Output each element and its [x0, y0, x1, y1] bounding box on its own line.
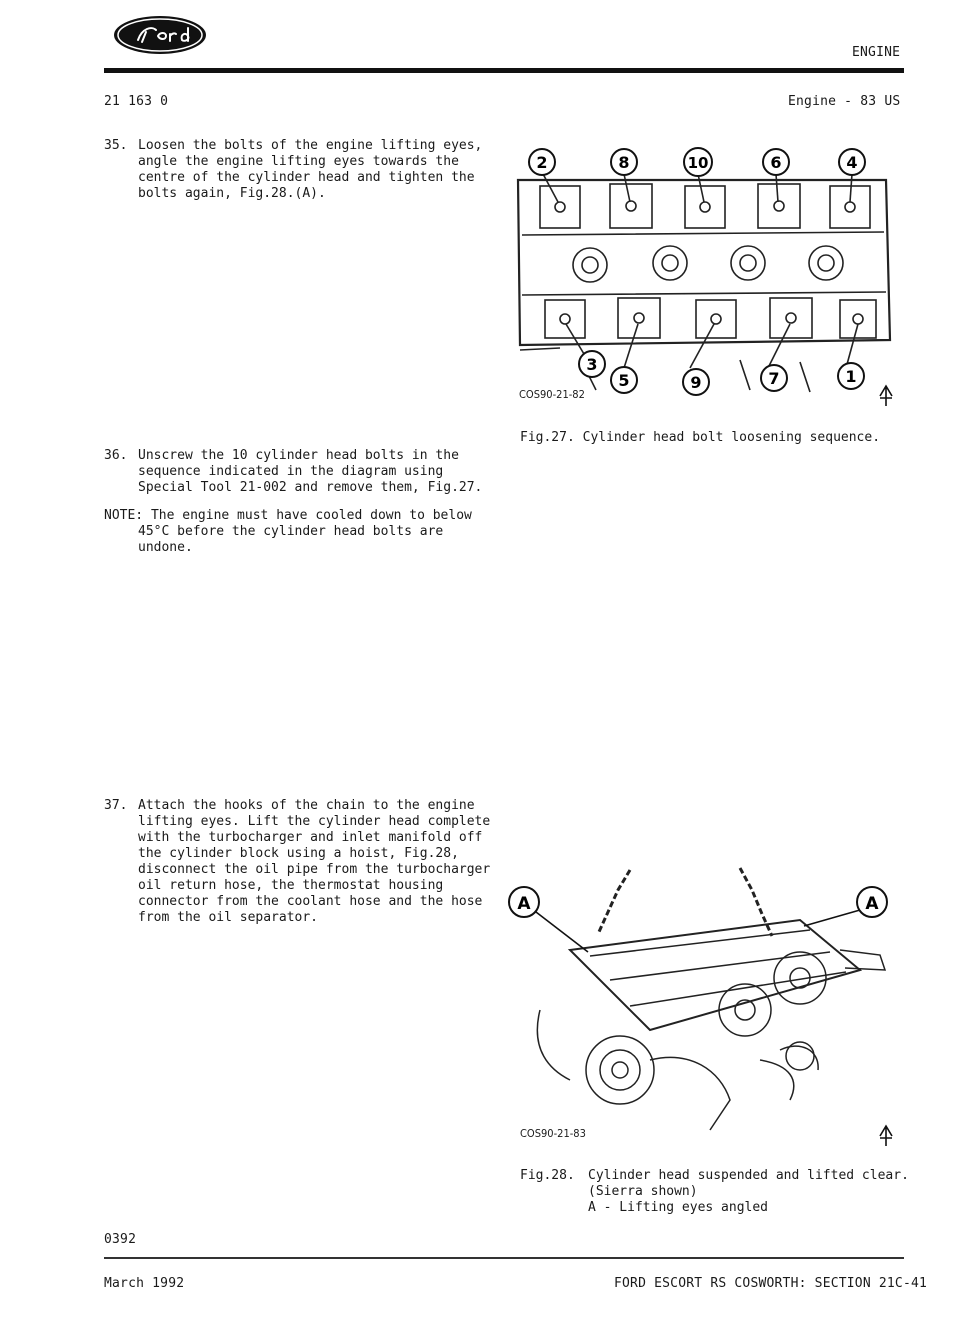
bolt-numbers-top [529, 148, 865, 176]
note-line1: The engine must have cooled down to below [150, 508, 472, 523]
cylinder-head-bolt-diagram [500, 140, 900, 415]
step-36 [104, 448, 494, 496]
orientation-arrow-icon [880, 1126, 892, 1146]
step-number: 35. [104, 138, 128, 153]
page-code: 21 163 0 [104, 94, 169, 109]
bolt-number-6: 6 [770, 153, 782, 172]
step-35 [104, 138, 494, 202]
footer-date: March 1992 [104, 1276, 185, 1291]
step-text: Loosen the bolts of the engine lifting eyes, angle the engine lifting eyes towards the centre of the cylinder head and tighten the bolts again, Fig.28.(A). [138, 138, 483, 201]
bolt-number-3: 3 [586, 355, 598, 374]
bolt-number-10: 10 [687, 154, 709, 172]
bolt-number-4: 4 [846, 153, 858, 172]
figure-28-code: COS90-21-83 [520, 1127, 586, 1140]
section-title: ENGINE [852, 45, 901, 60]
bolt-number-8: 8 [618, 153, 630, 172]
note-rest: 45°C before the cylinder head bolts are undone. [138, 524, 444, 555]
step-37 [104, 798, 494, 926]
step-text: Unscrew the 10 cylinder head bolts in the sequence indicated in the diagram using Special Tool 21-002 and remove them, Fig.27. [138, 448, 483, 495]
bolt-number-1: 1 [845, 367, 857, 386]
callout-a-left: A [517, 894, 531, 914]
orientation-arrow-icon [880, 386, 892, 406]
step-text: Attach the hooks of the chain to the engine lifting eyes. Lift the cylinder head complete with the turbocharger and inlet manifold off the cylinder block using a hoist, Fig.28, disconnect the oil pipe from the turbocharger oil return hose, the thermostat housing connector from the coolant hose and the hose from the oil separator. [138, 798, 491, 925]
figure-label: Fig.27. [520, 430, 575, 445]
suspended-cylinder-head-diagram [500, 860, 900, 1150]
bolt-number-7: 7 [768, 369, 780, 388]
bolt-number-9: 9 [690, 373, 702, 392]
figure-caption-line-1: Cylinder head suspended and lifted clear. [588, 1168, 909, 1183]
footer-title: FORD ESCORT RS COSWORTH: SECTION 21C-41 [614, 1276, 928, 1291]
step-number: 37. [104, 798, 128, 813]
figure-27-code: COS90-21-82 [519, 388, 585, 401]
callout-a-right: A [865, 894, 879, 914]
footer-page-code: 0392 [104, 1232, 137, 1247]
note-label: NOTE: [104, 508, 144, 523]
figure-27-caption [520, 430, 880, 446]
figure-label: Fig.28. [520, 1168, 575, 1183]
figure-caption-line-3: A - Lifting eyes angled [588, 1200, 769, 1215]
bolt-number-5: 5 [618, 371, 630, 390]
figure-caption: Cylinder head bolt loosening sequence. [582, 430, 881, 445]
figure-28-caption [520, 1168, 909, 1216]
footer-rule [104, 1257, 904, 1259]
header-rule [104, 68, 904, 73]
bolt-number-2: 2 [536, 153, 548, 172]
step-number: 36. [104, 448, 128, 463]
ford-logo [112, 14, 208, 56]
subsection-title: Engine - 83 US [788, 94, 901, 109]
bolt-numbers-bottom [579, 351, 864, 395]
figure-caption-line-2: (Sierra shown) [588, 1184, 698, 1199]
note [104, 508, 494, 556]
